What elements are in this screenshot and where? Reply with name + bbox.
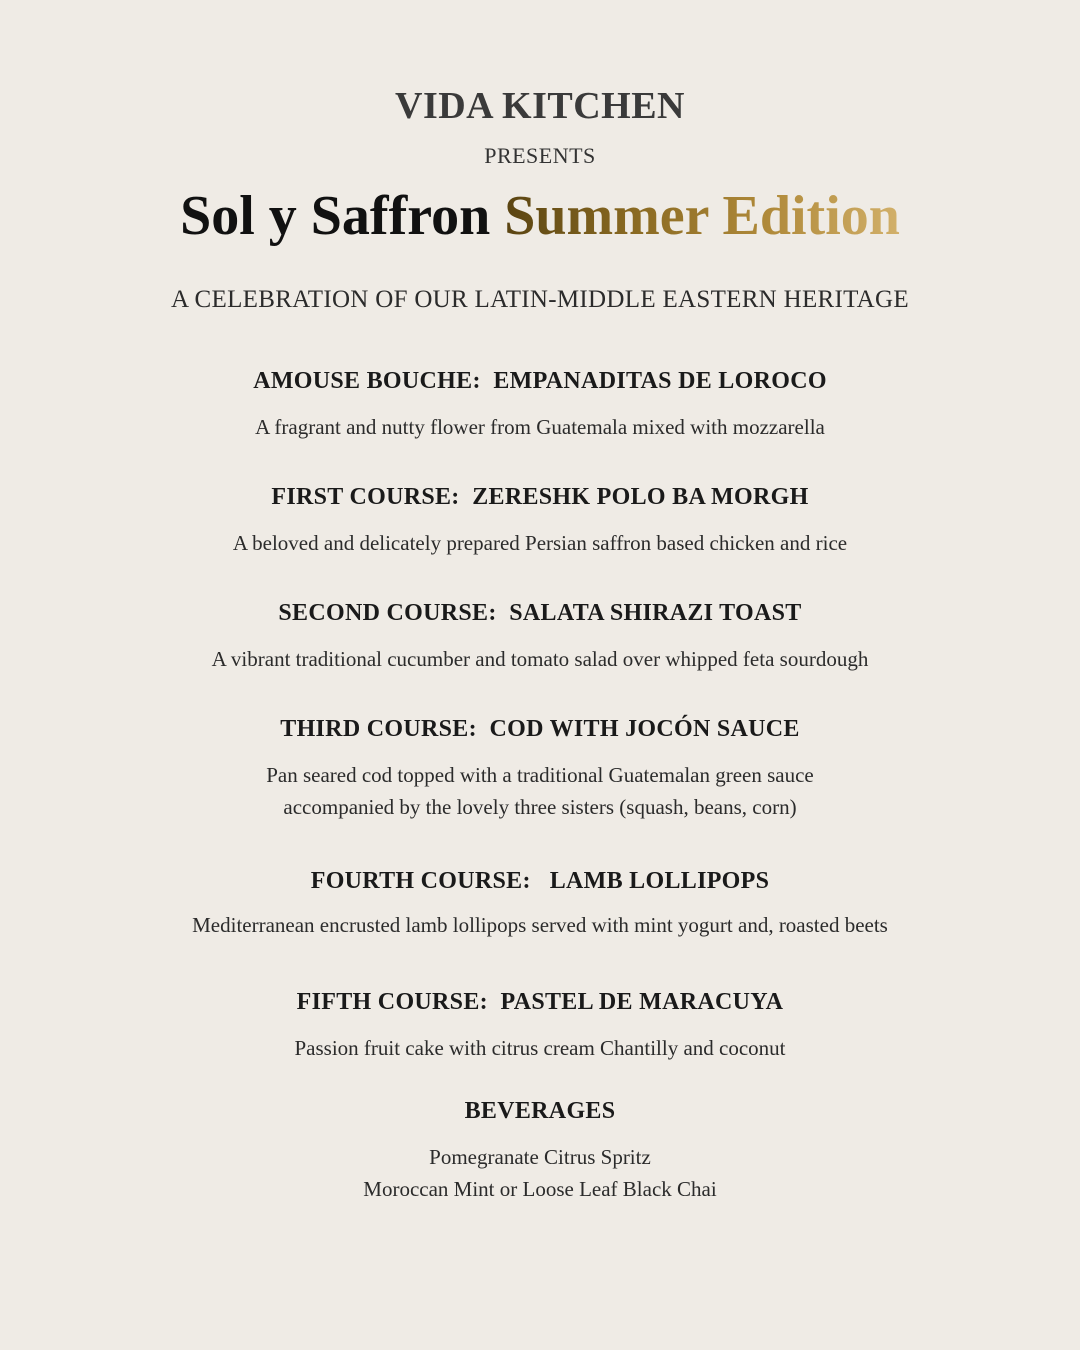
course-label: FOURTH COURSE: [310,868,531,894]
beverage-item: Moroccan Mint or Loose Leaf Black Chai [363,1177,717,1201]
course-description: accompanied by the lovely three sisters (squash, beans, corn) [283,795,797,819]
course-heading-third [0,716,1080,743]
beverages-heading: BEVERAGES [464,1098,616,1124]
course-label: THIRD COURSE: [280,716,477,742]
course-description: A beloved and delicately prepared Persian saffron based chicken and rice [232,531,848,555]
course-heading-first [0,484,1080,511]
course-description: A vibrant traditional cucumber and tomato salad over whipped feta sourdough [211,647,869,671]
presents-label: PRESENTS [484,143,596,168]
course-heading-second [0,600,1080,627]
course-dish: EMPANADITAS DE LOROCO [493,368,827,394]
course-heading-fourth [0,868,1080,895]
course-dish: LAMB LOLLIPOPS [549,868,770,894]
event-title-accent: Summer Edition [504,185,900,247]
course-description: Pan seared cod topped with a traditional Guatemalan green sauce [266,763,814,787]
course-label: AMOUSE BOUCHE: [253,368,481,394]
event-title [0,184,1080,248]
event-tagline: A CELEBRATION OF OUR LATIN-MIDDLE EASTERN HERITAGE [171,286,909,313]
course-heading-amuse-bouche [0,368,1080,395]
course-description: Mediterranean encrusted lamb lollipops served with mint yogurt and, roasted beets [192,913,888,937]
course-dish: ZERESHK POLO BA MORGH [472,484,809,510]
course-dish: SALATA SHIRAZI TOAST [509,600,802,626]
event-title-main: Sol y Saffron [180,185,505,247]
course-dish: COD WITH JOCÓN SAUCE [489,716,800,742]
course-dish: PASTEL DE MARACUYA [500,989,784,1015]
course-label: FIFTH COURSE: [296,989,488,1015]
brand-name: VIDA KITCHEN [395,85,685,127]
course-description: A fragrant and nutty flower from Guatemala mixed with mozzarella [255,415,825,439]
course-label: SECOND COURSE: [278,600,497,626]
course-label: FIRST COURSE: [271,484,460,510]
course-description: Passion fruit cake with citrus cream Chantilly and coconut [294,1036,786,1060]
beverage-item: Pomegranate Citrus Spritz [429,1145,651,1169]
course-heading-fifth [0,989,1080,1016]
